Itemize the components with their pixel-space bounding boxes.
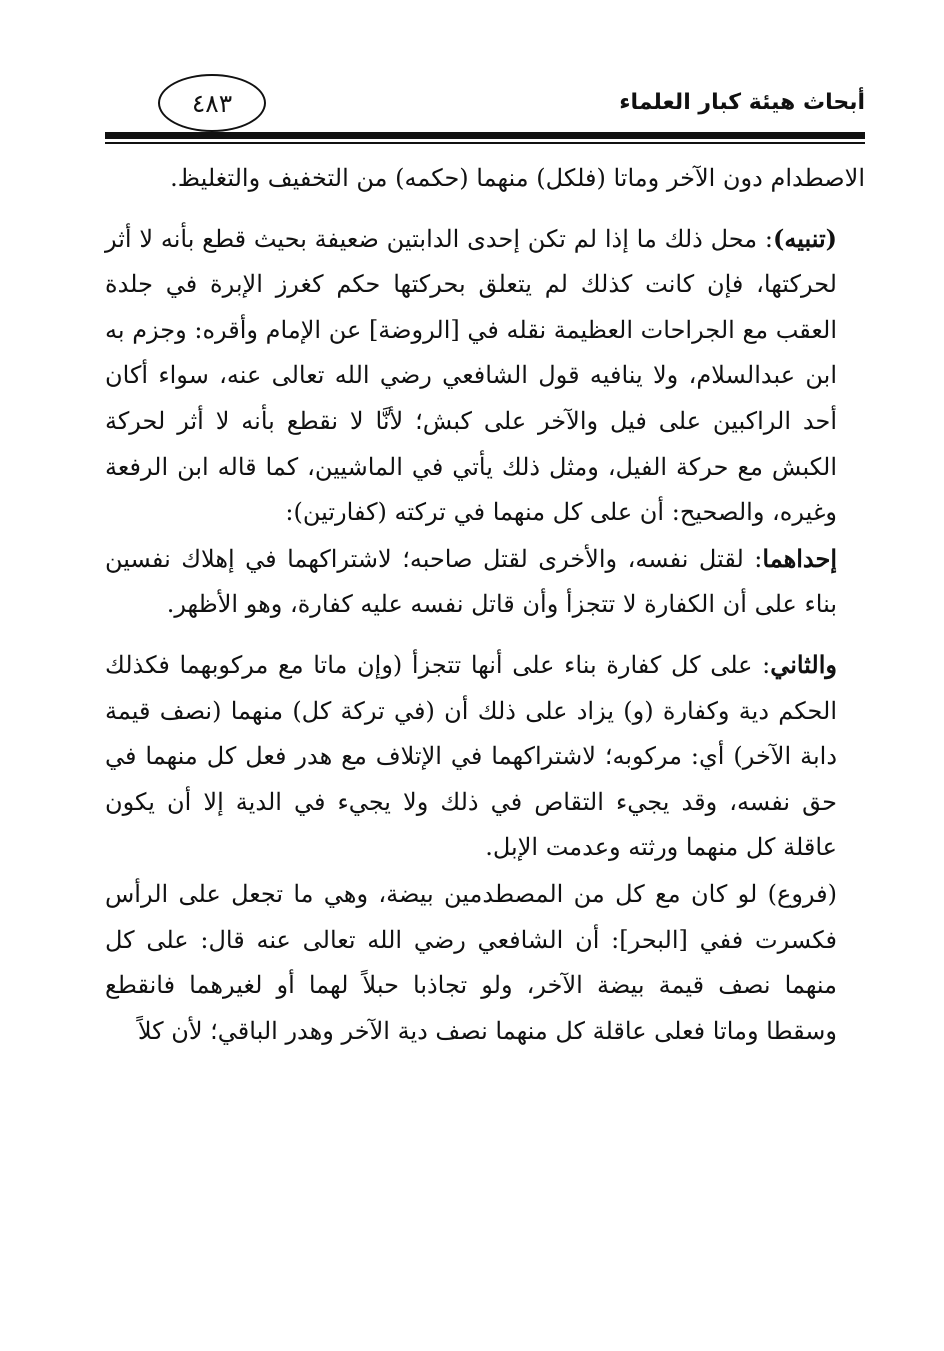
paragraph (105, 536, 865, 628)
running-title: أبحاث هيئة كبار العلماء (619, 90, 865, 115)
paragraph (105, 871, 865, 1054)
page-header (105, 72, 865, 152)
paragraph (105, 642, 865, 871)
paragraph-text: الاصطدام دون الآخر وماتا (فلكل) منهما (حكمه) من التخفيف والتغليظ. (170, 164, 865, 192)
paragraph-text: : لقتل نفسه، والأخرى لقتل صاحبه؛ لاشتراكهما في إهلاك نفسين بناء على أن الكفارة لا تتجزأ وأن قاتل نفسه عليه كفارة، وهو الأظهر. (105, 544, 837, 619)
page-number: ٤٨٣ (191, 88, 233, 118)
header-rule-thick (105, 132, 865, 139)
paragraph (105, 216, 865, 536)
paragraph-lead: إحداهما (762, 543, 837, 573)
page-number-oval (158, 74, 266, 132)
paragraph-text: : على كل كفارة بناء على أنها تتجزأ (وإن ماتا مع مركوبهما فكذلك الحكم دية وكفارة (و) يزاد على ذلك أن (في تركة كل) منهما (نصف قيمة دابة الآخر) أي: مركوبه؛ لاشتراكهما في الإتلاف مع هدر فعل كل منهما في حق نفسه، وقد يجيء التقاص في ذلك ولا يجيء في الدية إلا أن يكون عاقلة كل منهما ورثته وعدمت الإبل. (105, 650, 837, 862)
paragraph (105, 155, 865, 202)
page-body (105, 155, 865, 1054)
paragraph-lead: (تنبيه) (773, 223, 837, 253)
paragraph-text: : محل ذلك ما إذا لم تكن إحدى الدابتين ضعيفة بحيث قطع بأنه لا أثر لحركتها، فإن كانت كذلك لم يتعلق بحركتها حكم كغرز الإبرة في جلدة العقب مع الجراحات العظيمة نقله في [الروضة] عن الإمام وأقره: وجزم به ابن عبدالسلام، ولا ينافيه قول الشافعي رضي الله تعالى عنه، سواء أكان أحد الراكبين على فيل والآخر على كبش؛ لأنَّا لا نقطع بأنه لا أثر لحركة الكبش مع حركة الفيل، ومثل ذلك يأتي في الماشيين، كما قاله ابن الرفعة وغيره، والصحيح: أن على كل منهما في تركته (كفارتين): (105, 224, 837, 527)
header-rule-thin (105, 142, 865, 144)
paragraph-text: (فروع) لو كان مع كل من المصطدمين بيضة، وهي ما تجعل على الرأس فكسرت ففي [البحر]: أن الشافعي رضي الله تعالى عنه قال: على كل منهما نصف قيمة بيضة الآخر، ولو تجاذبا حبلاً لهما أو لغيرهما فانقطع وسقطا وماتا فعلى عاقلة كل منهما نصف دية الآخر وهدر الباقي؛ لأن كلاً (105, 879, 837, 1045)
paragraph-lead: والثاني (770, 649, 837, 679)
